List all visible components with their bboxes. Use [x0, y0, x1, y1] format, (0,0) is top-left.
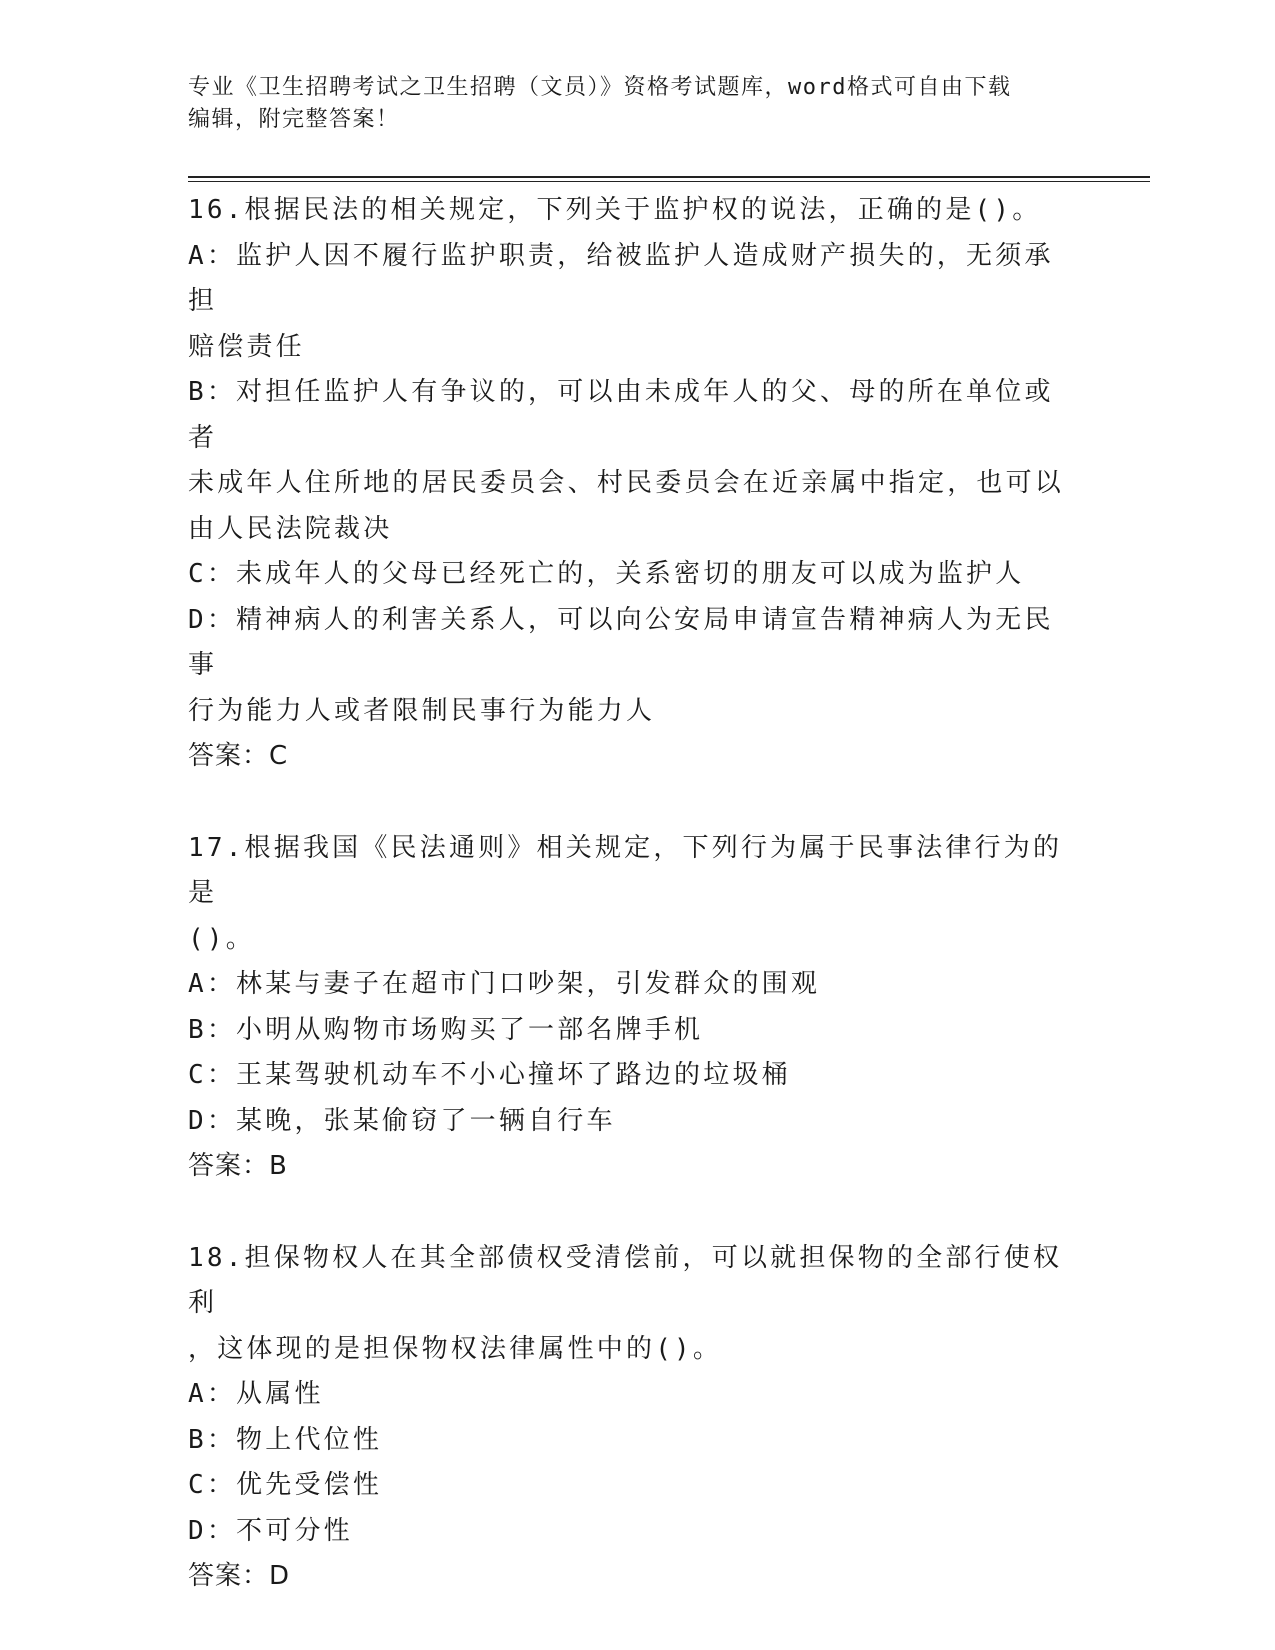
option-text: 由人民法院裁决 — [188, 513, 393, 544]
option-text: 赔偿责任 — [188, 331, 305, 362]
option-b: B：小明从购物市场购买了一部名牌手机 — [188, 1014, 704, 1045]
option-c: C：优先受偿性 — [188, 1470, 383, 1500]
answer-label: 答案：B — [188, 1151, 288, 1181]
option-d: D：不可分性 — [188, 1515, 353, 1546]
option-d: D：某晚，张某偷窃了一辆自行车 — [188, 1105, 616, 1136]
header-line-2: 编辑，附完整答案！ — [188, 107, 400, 132]
question-list — [188, 188, 1078, 1646]
answer-label: 答案：D — [188, 1561, 291, 1591]
option-text: D：精神病人的利害关系人，可以向公安局申请宣告精神病人为无民事 — [188, 604, 1054, 680]
question-stem: ，这体现的是担保物权法律属性中的()。 — [188, 1333, 723, 1364]
option-c — [188, 552, 1078, 598]
option-c: C：王某驾驶机动车不小心撞坏了路边的垃圾桶 — [188, 1060, 791, 1090]
question-stem: 17.根据我国《民法通则》相关规定，下列行为属于民事法律行为的是 — [188, 832, 1063, 908]
option-text: 未成年人住所地的居民委员会、村民委员会在近亲属中指定，也可以 — [188, 468, 1065, 498]
question-18 — [188, 1236, 1078, 1600]
question-16 — [188, 188, 1078, 780]
option-a: A：林某与妻子在超市门口吵架，引发群众的围观 — [188, 969, 821, 999]
option-a: A：从属性 — [188, 1379, 324, 1409]
document-header — [188, 72, 1068, 136]
option-b — [188, 370, 1078, 552]
question-stem: 16.根据民法的相关规定，下列关于监护权的说法，正确的是()。 — [188, 195, 1042, 225]
option-d — [188, 598, 1078, 735]
question-stem: ()。 — [188, 923, 255, 954]
question-17 — [188, 826, 1078, 1190]
option-text: B：对担任监护人有争议的，可以由未成年人的父、母的所在单位或者 — [188, 377, 1054, 453]
question-stem: 18.担保物权人在其全部债权受清偿前，可以就担保物的全部行使权利 — [188, 1242, 1063, 1318]
option-text: 行为能力人或者限制民事行为能力人 — [188, 695, 656, 726]
option-text: A：监护人因不履行监护职责，给被监护人造成财产损失的，无须承担 — [188, 240, 1054, 316]
option-b: B：物上代位性 — [188, 1424, 383, 1455]
option-text: C：未成年人的父母已经死亡的，关系密切的朋友可以成为监护人 — [188, 559, 1025, 589]
header-divider — [188, 176, 1150, 182]
option-a — [188, 234, 1078, 371]
header-line-1: 专业《卫生招聘考试之卫生招聘（文员）》资格考试题库，word格式可自由下载 — [188, 75, 1012, 100]
answer-label: 答案：C — [188, 741, 289, 771]
